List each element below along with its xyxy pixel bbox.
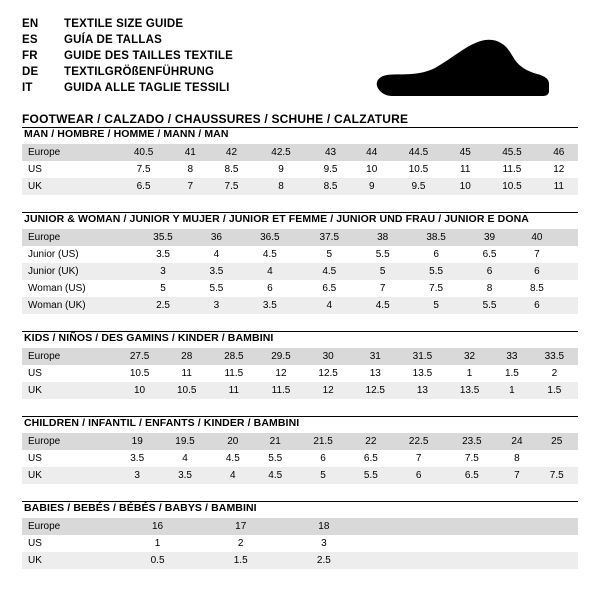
size-table-kids — [22, 348, 578, 399]
cell: 41 — [171, 144, 209, 161]
cell: 8 — [253, 178, 308, 195]
cell: 7.5 — [406, 280, 465, 297]
cell: 9.5 — [309, 161, 353, 178]
language-code: ES — [22, 34, 38, 46]
cell: 20 — [212, 433, 254, 450]
language-title: GUIDA ALLE TAGLIE TESSILI — [64, 82, 230, 94]
row-label: US — [22, 161, 116, 178]
cell: 6.5 — [116, 178, 171, 195]
cell: 3 — [133, 263, 192, 280]
cell: 38.5 — [406, 229, 465, 246]
cell: 25 — [535, 433, 578, 450]
row-label: Europe — [22, 518, 116, 535]
cell: 5.5 — [254, 450, 296, 467]
size-table-babies — [22, 518, 578, 569]
row-label: UK — [22, 382, 116, 399]
cell-empty — [487, 518, 517, 535]
cell — [535, 450, 578, 467]
cell: 10 — [446, 178, 484, 195]
cell: 6.5 — [300, 280, 359, 297]
language-code: EN — [22, 18, 39, 30]
row-label: Junior (UK) — [22, 263, 116, 280]
cell: 6 — [240, 280, 299, 297]
language-code: FR — [22, 50, 38, 62]
row-label: Europe — [22, 229, 116, 246]
cell: 8.5 — [210, 161, 254, 178]
cell: 10 — [353, 161, 391, 178]
cell-empty — [457, 518, 487, 535]
language-title: TEXTILE SIZE GUIDE — [64, 18, 184, 30]
language-code: IT — [22, 82, 33, 94]
table-row — [22, 382, 578, 399]
cell: 7 — [513, 246, 560, 263]
row-label: UK — [22, 178, 116, 195]
size-table-man — [22, 144, 578, 195]
cell-empty — [548, 535, 578, 552]
language-row — [22, 82, 233, 98]
cell: 7 — [359, 280, 406, 297]
cell-empty — [517, 518, 547, 535]
cell-empty — [365, 535, 395, 552]
cell: 1.5 — [199, 552, 282, 569]
cell: 11.5 — [484, 161, 539, 178]
cell: 46 — [540, 144, 578, 161]
row-label: Europe — [22, 144, 116, 161]
cell: 44 — [353, 144, 391, 161]
table-row — [22, 535, 578, 552]
cell: 1.5 — [493, 365, 531, 382]
cell: 39 — [466, 229, 513, 246]
cell: 17 — [199, 518, 282, 535]
table-row — [22, 280, 578, 297]
cell-empty — [396, 552, 426, 569]
cell: 1 — [116, 535, 199, 552]
cell-empty — [517, 535, 547, 552]
cell: 3.5 — [116, 450, 158, 467]
cell: 22 — [350, 433, 392, 450]
cell: 5 — [296, 467, 349, 484]
cell: 6.5 — [350, 450, 392, 467]
cell: 5.5 — [466, 297, 513, 314]
cell: 33.5 — [531, 348, 578, 365]
cell: 13 — [352, 365, 399, 382]
cell: 31.5 — [399, 348, 446, 365]
cell: 38 — [359, 229, 406, 246]
cell: 4.5 — [359, 297, 406, 314]
table-row — [22, 229, 578, 246]
cell: 0.5 — [116, 552, 199, 569]
cell: 45 — [446, 144, 484, 161]
cell: 11 — [163, 365, 210, 382]
section-children — [22, 416, 578, 484]
cell: 3 — [193, 297, 240, 314]
footwear-title: FOOTWEAR / CALZADO / CHAUSSURES / SCHUHE / CALZATURE — [22, 112, 409, 126]
cell: 11.5 — [210, 365, 257, 382]
cell: 42.5 — [253, 144, 308, 161]
cell: 12 — [257, 365, 304, 382]
cell-empty — [426, 518, 456, 535]
cell-empty — [517, 552, 547, 569]
cell: 6.5 — [466, 246, 513, 263]
section-title: MAN / HOMBRE / HOMME / MANN / MAN — [24, 128, 229, 140]
cell: 4 — [158, 450, 211, 467]
cell: 4.5 — [300, 263, 359, 280]
cell: 7.5 — [535, 467, 578, 484]
cell: 4.5 — [212, 450, 254, 467]
cell: 1 — [493, 382, 531, 399]
cell: 21 — [254, 433, 296, 450]
cell: 2.5 — [282, 552, 365, 569]
cell: 5.5 — [350, 467, 392, 484]
cell-empty — [396, 518, 426, 535]
cell: 3.5 — [133, 246, 192, 263]
row-label: US — [22, 535, 116, 552]
cell: 13.5 — [399, 365, 446, 382]
size-table-junior-woman — [22, 229, 578, 314]
language-title: GUIDE DES TAILLES TEXTILE — [64, 50, 233, 62]
row-label: UK — [22, 552, 116, 569]
cell: 5 — [406, 297, 465, 314]
cell-empty — [365, 552, 395, 569]
section-title: KIDS / NIÑOS / DES GAMINS / KINDER / BAMBINI — [24, 332, 274, 344]
cell: 32 — [446, 348, 493, 365]
row-label: Woman (US) — [22, 280, 116, 297]
cell — [116, 297, 133, 314]
cell — [561, 297, 578, 314]
language-title: GUÍA DE TALLAS — [64, 34, 162, 46]
cell: 11 — [210, 382, 257, 399]
cell-empty — [426, 552, 456, 569]
cell: 13 — [399, 382, 446, 399]
cell: 9.5 — [391, 178, 446, 195]
table-row — [22, 433, 578, 450]
cell: 13.5 — [446, 382, 493, 399]
cell: 8 — [498, 450, 535, 467]
cell: 19.5 — [158, 433, 211, 450]
cell: 24 — [498, 433, 535, 450]
language-title-table — [22, 18, 233, 98]
cell-empty — [548, 518, 578, 535]
row-label: UK — [22, 467, 116, 484]
cell: 5 — [359, 263, 406, 280]
cell: 10.5 — [163, 382, 210, 399]
language-code: DE — [22, 66, 39, 78]
cell: 30 — [305, 348, 352, 365]
cell-empty — [365, 518, 395, 535]
cell-empty — [487, 552, 517, 569]
cell-empty — [487, 535, 517, 552]
page-header — [22, 18, 578, 126]
row-label: Europe — [22, 348, 116, 365]
cell: 29.5 — [257, 348, 304, 365]
section-title: CHILDREN / INFANTIL / ENFANTS / KINDER / BAMBINI — [24, 417, 300, 429]
language-row — [22, 50, 233, 66]
cell: 36 — [193, 229, 240, 246]
cell: 5.5 — [359, 246, 406, 263]
cell: 22.5 — [392, 433, 445, 450]
cell: 12 — [305, 382, 352, 399]
table-row — [22, 297, 578, 314]
cell: 7.5 — [210, 178, 254, 195]
cell: 11 — [540, 178, 578, 195]
cell: 27.5 — [116, 348, 163, 365]
cell: 45.5 — [484, 144, 539, 161]
language-title-rows — [22, 18, 233, 98]
section-kids — [22, 331, 578, 399]
cell: 5.5 — [193, 280, 240, 297]
language-row — [22, 18, 233, 34]
cell: 7.5 — [116, 161, 171, 178]
cell: 9 — [353, 178, 391, 195]
cell: 6 — [392, 467, 445, 484]
cell: 8.5 — [513, 280, 560, 297]
cell: 12 — [540, 161, 578, 178]
cell: 10.5 — [484, 178, 539, 195]
cell-empty — [396, 535, 426, 552]
cell: 4.5 — [240, 246, 299, 263]
cell: 36.5 — [240, 229, 299, 246]
cell: 18 — [282, 518, 365, 535]
cell: 12.5 — [352, 382, 399, 399]
cell: 10.5 — [116, 365, 163, 382]
cell — [561, 263, 578, 280]
cell: 28 — [163, 348, 210, 365]
cell-empty — [457, 552, 487, 569]
section-junior-woman — [22, 212, 578, 314]
cell — [116, 246, 133, 263]
section-title: JUNIOR & WOMAN / JUNIOR Y MUJER / JUNIOR ET FEMME / JUNIOR UND FRAU / JUNIOR E DONA — [24, 213, 529, 225]
table-row — [22, 263, 578, 280]
table-row — [22, 450, 578, 467]
cell: 6 — [513, 297, 560, 314]
cell: 40.5 — [116, 144, 171, 161]
cell: 11 — [446, 161, 484, 178]
cell: 8 — [171, 161, 209, 178]
language-row — [22, 66, 233, 82]
row-label: US — [22, 365, 116, 382]
cell: 6 — [466, 263, 513, 280]
table-row — [22, 365, 578, 382]
cell: 1.5 — [531, 382, 578, 399]
cell — [116, 229, 133, 246]
cell — [116, 280, 133, 297]
cell: 6 — [513, 263, 560, 280]
table-row — [22, 518, 578, 535]
cell: 3.5 — [193, 263, 240, 280]
row-label: Junior (US) — [22, 246, 116, 263]
table-row — [22, 467, 578, 484]
cell: 16 — [116, 518, 199, 535]
cell: 9 — [253, 161, 308, 178]
cell: 4 — [193, 246, 240, 263]
table-row — [22, 144, 578, 161]
section-man — [22, 127, 578, 195]
cell: 4 — [300, 297, 359, 314]
cell: 6.5 — [445, 467, 498, 484]
cell-empty — [426, 535, 456, 552]
cell: 5 — [300, 246, 359, 263]
cell: 3 — [282, 535, 365, 552]
cell: 11.5 — [257, 382, 304, 399]
cell — [561, 229, 578, 246]
cell: 6 — [406, 246, 465, 263]
section-title: BABIES / BEBÉS / BÉBÉS / BABYS / BAMBINI — [24, 502, 257, 514]
table-row — [22, 178, 578, 195]
table-row — [22, 552, 578, 569]
cell: 19 — [116, 433, 158, 450]
cell: 2 — [531, 365, 578, 382]
cell: 2.5 — [133, 297, 192, 314]
cell: 5 — [133, 280, 192, 297]
cell: 6 — [296, 450, 349, 467]
cell — [561, 246, 578, 263]
language-row — [22, 34, 233, 50]
cell: 8 — [466, 280, 513, 297]
cell: 8.5 — [309, 178, 353, 195]
cell-empty — [548, 552, 578, 569]
cell: 43 — [309, 144, 353, 161]
cell: 44.5 — [391, 144, 446, 161]
cell: 31 — [352, 348, 399, 365]
table-row — [22, 161, 578, 178]
cell: 12.5 — [305, 365, 352, 382]
cell: 21.5 — [296, 433, 349, 450]
section-babies — [22, 501, 578, 569]
dress-shoe-icon — [375, 34, 550, 104]
cell: 7 — [392, 450, 445, 467]
cell: 10.5 — [391, 161, 446, 178]
cell: 42 — [210, 144, 254, 161]
cell-empty — [457, 535, 487, 552]
cell: 4.5 — [254, 467, 296, 484]
cell: 4 — [240, 263, 299, 280]
cell — [561, 280, 578, 297]
cell: 33 — [493, 348, 531, 365]
cell: 35.5 — [133, 229, 192, 246]
cell: 2 — [199, 535, 282, 552]
row-label: US — [22, 450, 116, 467]
cell: 1 — [446, 365, 493, 382]
cell: 23.5 — [445, 433, 498, 450]
language-title: TEXTILGRÖßENFÜHRUNG — [64, 66, 215, 78]
cell: 40 — [513, 229, 560, 246]
size-table-children — [22, 433, 578, 484]
cell: 3.5 — [240, 297, 299, 314]
cell: 3.5 — [158, 467, 211, 484]
cell: 5.5 — [406, 263, 465, 280]
table-row — [22, 348, 578, 365]
cell: 4 — [212, 467, 254, 484]
cell: 7.5 — [445, 450, 498, 467]
cell: 28.5 — [210, 348, 257, 365]
cell: 10 — [116, 382, 163, 399]
cell: 3 — [116, 467, 158, 484]
cell — [116, 263, 133, 280]
row-label: Woman (UK) — [22, 297, 116, 314]
cell: 37.5 — [300, 229, 359, 246]
table-row — [22, 246, 578, 263]
cell: 7 — [171, 178, 209, 195]
cell: 7 — [498, 467, 535, 484]
row-label: Europe — [22, 433, 116, 450]
